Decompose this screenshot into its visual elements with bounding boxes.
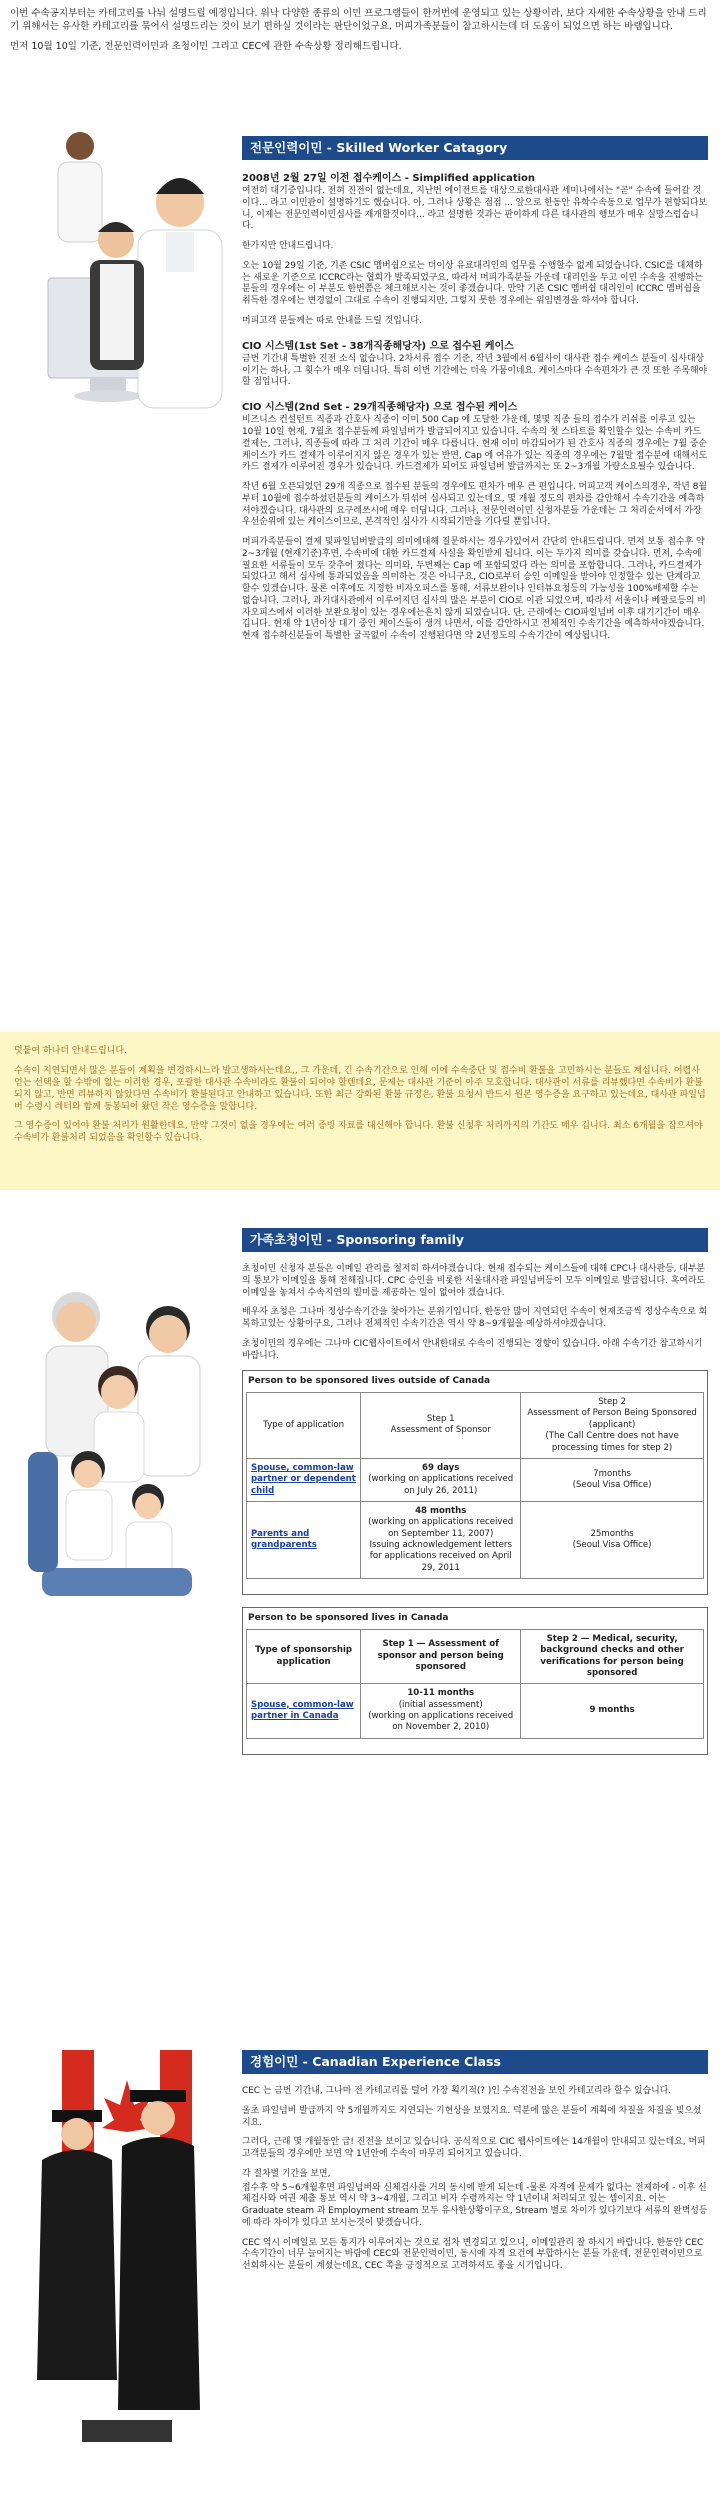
paragraph: CEC 는 금번 기간내, 그나마 전 카테고리를 털어 가장 획기적(? )인 수속진전을 보인 카테고리라 할수 있습니다. — [242, 2086, 672, 2096]
chef-photo — [40, 128, 230, 458]
paragraph: 오는 10월 29일 기준, 기존 CSIC 멤버쉽으로는 더이상 유료대리인의 업무를 수행할수 없게 되었습니다. CSIC를 대체하는 새로운 기준으로 ICCRC라는 협회가 발족되었구요, 따라서 머피가족분들 가운데 대리인을 두고 이민 수속을 진행하는 분들의 경우에는 이 부분도 한번쯤은 체크해보시는 것이 좋겠습니다. 만약 기존 CSIC 멤버쉽 대리인이 ICCRC 멤버쉽을 취득한 경우에는 변경없이 그대로 수속이 진행되지만, 그렇지 못한 경우에는 위임변경을 하셔야 합니다. — [242, 260, 703, 307]
table-cell — [521, 1458, 704, 1501]
cell-value: 69 days — [422, 1462, 460, 1473]
skilled-block — [242, 172, 708, 328]
cec-content — [242, 2050, 708, 2281]
cell-note: (Seoul Visa Office) — [572, 1539, 652, 1550]
cell-note: (working on applications received on November 2, 2010) — [368, 1710, 514, 1733]
cell-note: (working on applications received on July 26, 2011) — [368, 1474, 514, 1496]
skilled-block-title: CIO 시스템(1st Set - 38개직종해당자) 으로 접수된 케이스 — [242, 340, 514, 352]
intro-paragraph: 먼저 10월 10일 기준, 전문인력이민과 초청이민 그리고 CEC에 관한 수속상황 정리해드립니다. — [10, 41, 402, 53]
intro-paragraph: 이번 수속공지부터는 카테고리를 나눠 설명드릴 예정입니다. 워낙 다양한 종류의 이민 프로그램들이 한꺼번에 운영되고 있는 상황이라, 보다 자세한 수속상황을 안내 드리기 위해서는 유사한 카테고리를 묶어서 설명드리는 것이 보기 편하실 것이라는 판단이었구요, 머피가족분들이 참고하시는데 더 도움이 되었으면 하는 바램입니다. — [10, 8, 707, 32]
paragraph: 비즈니스 컨설턴트 직종과 간호사 직종이 이미 500 Cap 에 도달한 가운데, 몇몇 직종 들의 접수가 러쉬를 이루고 있는 10월 10일 현재, 7월초 접수분들께 파일넘버가 발급되어지고 있습니다. 수속의 첫 스타트를 확인할수 있는 수속비 카드결제는, 그러나, 직종들에 따라 그 처리 기간이 매우 다릅니다. 현재 이미 마감되어가 된 간호사 직종의 경우에는 7월 중순 케이스가 카드 결제가 이루어지지 않은 경우가 있는 반면, Cap 에 여유가 있는 직종의 경우에는 7월말 접수분에 대해서도 카드 결제가 이루어진 경우가 있습니다. 카드결제가 되어도 파일넘버 발급까지는 또 2~3개월 가량소요될수 있습니다. — [242, 415, 708, 473]
paragraph: 머피가족분들이 결제 및파일넘버발급의 의미에대해 질문하시는 경우가있어서 간단히 안내드립니다. 먼저 보통 접수후 약 2~3개월 (현재기준)후면, 수속비에 대한 카드결제 사실을 확인받게 됩니다. 이는 두가지 의미를 갖습니다. 먼저, 수속에 필요한 서류들이 모두 갖추어 졌다는 의미와, 두번째는 Cap 에 포함되었다 라는 의미를 포함합니다. 그러나, 카드결제가 되었다고 해서 심사에 통과되었음을 의미하는 것은 아니구요, CIO로부터 승인 이메일을 받아야 인정할수 있는 단계라고 할수 있겠습니다. 물론 이후에도 지정한 비자오피스를 통해, 서류보완이나 인터뷰요청등의 가능성을 100%배제할 수는 없습니다. 그러나, 과거대사관에서 이루어지던 심사의 많은 부분이 CIO로 이관 되었으며, 따라서 서울이나 베팔로등의 비자오피스에서 이러한 보완요청이 있는 경우에는흔치 않게 되었습니다. 단, 근래에는 CIO파일넘버 이후 대기기간이 매우 깁니다. 현재 약 1년이상 대기 중인 케이스들이 생겨 나면서, 이를 감안하시고 전체적인 수속기간을 예측하셔야겠습니다. 현재 접수하신분들이 특별한 굴곡없이 수속이 진행된다면 약 2년정도의 수속기간이 예상됩니다. — [242, 537, 706, 642]
family-photo — [18, 1268, 223, 1648]
table — [246, 1392, 704, 1579]
table-cell — [521, 1501, 704, 1578]
table-row — [247, 1684, 704, 1738]
table-header-row — [247, 1393, 704, 1459]
table-row — [247, 1458, 704, 1501]
skilled-block — [242, 340, 708, 389]
table-cell: 9 months — [521, 1684, 704, 1738]
header-step: Step 2 — [598, 1397, 626, 1408]
cell-value: 25months — [590, 1528, 634, 1539]
table-header-row — [247, 1629, 704, 1683]
skilled-header: 전문인력이민 - Skilled Worker Catagory — [242, 136, 708, 160]
table-cell — [361, 1458, 521, 1501]
paragraph: CEC 역시 이메일로 모든 통지가 이루어지는 것으로 점차 변경되고 있으니, 이메일관리 잘 하시기 바랍니다. 한동안 CEC 수속기간이 너무 늘어지는 바람에 CEC와 전문인력이민, 동시에 자격 요건에 부합하시는 분들 가운데, 전문인력이민으로 선회하시는 분들이 계셨는데요, CEC 쪽을 긍정적으로 고려하셔도 좋을 시기입니다. — [242, 2237, 704, 2271]
table-title: Person to be sponsored lives outside of Canada — [248, 1376, 491, 1387]
paragraph: 접수후 약 5~6개월후면 파일넘버와 신체검사를 거의 동시에 받게 되는데 -물론 자격에 문제가 없다는 전제하에 - 이후 신체검사와 여권 제출 통보 역시 약 3~4개월, 그리고 비자 수령까지는 약 1년이내 처리되고 있는 셈이지요. 이는 Graduate steam 과 Employment stream 모두 유사한상황이구요, Stream 별로 차이가 있다기보다 서류의 완벽성등에 따라 차이가 있다고 보시는것이 맞겠습니다. — [242, 2182, 708, 2228]
family-content — [242, 1228, 708, 1767]
paragraph: 초청이민 신청자 분들은 이메일 관리를 철저히 하셔야겠습니다. 현재 접수되는 케이스들에 대해 CPC나 대사관등, 대부분의 통보가 이메일을 통해 전해집니다. CPC 승인을 비롯한 서울대사관 파일넘버등이 모두 이메일로 발급됩니다. 혹여라도 이메일을 놓쳐서 수속지연의 빌미를 제공하는 일이 없어야 겠습니다. — [242, 1264, 706, 1298]
paragraph: 금번 기간내 특별한 진전 소식 없습니다. 2차서류 접수 기준, 작년 3월에서 6월사이 대사관 접수 케이스 분들이 심사대상이기는 하나, 그 횟수가 매우 더딥니다. 특히 이번 기간에는 더욱 가뭄이네요. 케이스마다 수속편차가 큰 것 또한 주목해야 할 점입니다. — [242, 353, 708, 388]
cell-value: 10-11 months — [407, 1688, 475, 1699]
cell-value: 48 months — [415, 1505, 467, 1516]
header-cell: Step 1 — Assessment of sponsor and person being sponsored — [361, 1629, 521, 1683]
header-step-desc: Assessment of Sponsor — [390, 1425, 491, 1436]
cell-note: (initial assessment) — [398, 1699, 483, 1710]
table-row — [247, 1501, 704, 1578]
table-cell — [361, 1684, 521, 1738]
paragraph: 여전히 대기중입니다. 전혀 진전이 없는데요, 지난번 에이전트를 대상으로한대사관 세미나에서는 "곧" 수속에 들어갈 것이다... 라고 이민관이 설명하기도 했습니다. 아, 그러나 상황은 점점 ... 앞으로 한동안 유학수속동으로 업무가 편향되다보니, 이제는 전문인력이민심사를 재개할것이다... 라고 설명한 것과는 판이하게 다른 대사관의 행보가 매우 실망스럽습니다. — [242, 186, 708, 232]
graduates-photo — [22, 2050, 222, 2470]
processing-table-outside — [242, 1370, 708, 1595]
header-cell — [361, 1393, 521, 1459]
skilled-block-title: 2008년 2월 27일 이전 접수케이스 - Simplified application — [242, 173, 536, 184]
paragraph: 머피고객 분들께는 따로 안내를 드릴 것입니다. — [242, 315, 422, 326]
skilled-section — [0, 128, 720, 1028]
skilled-block-title: CIO 시스템(2nd Set - 29개직종해당자) 으로 접수된 케이스 — [242, 402, 518, 414]
paragraph: 올초 파일넘버 발급까지 약 5개월까지도 지연되는 기현상을 보였지요. 덕분에 많은 분들이 계획에 차질을 차질을 빚으셨지요. — [242, 2105, 702, 2128]
header-cell — [521, 1393, 704, 1459]
table-title: Person to be sponsored lives in Canada — [248, 1612, 449, 1623]
family-block — [242, 1264, 708, 1362]
processing-table-inside — [242, 1607, 708, 1755]
cell-note: (working on applications received on September 11, 2007) — [368, 1517, 514, 1539]
cec-block — [242, 2086, 708, 2273]
paragraph: 각 절차별 기간을 보면, — [242, 2168, 331, 2179]
header-step: Step 1 — [426, 1414, 455, 1425]
paragraph: 배우자 초청은 그나마 정상수속기간을 찾아가는 분위기입니다. 한동안 많이 지연되던 수속이 현재조금씩 정상수속으로 회복하고있는 상황이구요, 그러나 전체적인 수속기간은 역시 약 8~9개월을 예상하셔야겠습니다. — [242, 1307, 708, 1329]
cec-section — [0, 2050, 720, 2490]
header-step-desc: Assessment of Person Being Sponsored (applicant) — [527, 1408, 697, 1430]
notice-paragraph: 덧붙여 하나더 안내드립니다. — [14, 1046, 127, 1056]
family-section — [0, 1228, 720, 2038]
cec-header: 경험이민 - Canadian Experience Class — [242, 2050, 708, 2074]
paragraph: 한가지만 안내드립니다. — [242, 241, 334, 252]
cell-note: (Seoul Visa Office) — [572, 1479, 652, 1490]
paragraph: 작년 6월 오픈되었던 29개 직종으로 접수된 분들의 경우에도 편차가 매우 큰 편입니다. 머피고객 케이스의경우, 작년 8월부터 10월에 접수하셨던분들의 케이스가 뒤섞여 심사되고 있는데요, 몇 개월 정도의 편차를 감안해서 수속기간을 예측하셔야겠습니다. 대사관의 요구레쓰시에 매우 더딥니다. 그러나, 전문인력이민 신청자분들 가운데는 그 처리순서에서 가장 우선순위에 있는 케이스이므로, 본격적인 심사가 시작되기만을 기다릴 뿐입니다. — [242, 482, 707, 528]
cell-value: 7months — [593, 1468, 632, 1479]
skilled-content — [242, 136, 708, 651]
notice-paragraph: 수속이 지연되면서 많은 분들이 계획을 변경하시느라 발고생하시는데요,, 그 가운데, 긴 수속기간으로 인해 이에 수속중단 및 접수비 환불을 고민하시는 분들도 계십니다. 어렵사 얻는 선택을 할 수밖에 없는 이러한 경우, 포괄한 대사관 수속비라도 환불이 되어야 할텐데요, 문제는 대사관 기준이 아주 모호합니다. 대사관이 서류를 리뷰했다면 수속비가 환불되지 않고, 반면 리뷰하지 않았다면 수속비가 환불된다고 안내하고 있습니다. 또한 최근 강화된 환불 규정은, 환불 요청시 반드시 원본 영수증을 요구하고 있는데요, 대사관 파일넘버 수령시 레터와 함께 동봉되어 왔던 작은 영수증을 말합니다. — [14, 1065, 706, 1112]
paragraph: 초청이민의 경우에는 그나마 CIC웹사이트에서 안내한대로 수속이 진행되는 경향이 있습니다. 아래 수속기간 참고하시기 바랍니다. — [242, 1338, 703, 1361]
table — [246, 1629, 704, 1739]
table-cell — [361, 1501, 521, 1578]
header-cell: Type of sponsorship application — [247, 1629, 361, 1683]
header-cell: Type of application — [247, 1393, 361, 1459]
header-step-note: (The Call Centre does not have processing times for step 2) — [545, 1431, 679, 1453]
header-cell: Step 2 — Medical, security, background checks and other verifications for person being sponsored — [521, 1629, 704, 1683]
notice-paragraph: 그 영수증이 있어야 환불 처리가 원활한데요, 만약 그것이 없을 경우에는 여러 증빙 자료를 대신해야 합니다. 환불 신청후 처리까지의 기간도 매우 깁니다. 최소 6개월을 잡으셔야 수속비가 환불처리 되었음을 확인할수 있습니다. — [14, 1121, 703, 1144]
family-header: 가족초청이민 - Sponsoring family — [242, 1228, 708, 1252]
parents-link[interactable]: Parents and grandparents — [247, 1501, 361, 1578]
refund-notice — [0, 1032, 720, 1190]
cell-note: Issuing acknowledgement letters for applications received on April 29, 2011 — [369, 1539, 512, 1573]
paragraph: 그러다, 근래 몇 개월동안 급! 진전을 보이고 있습니다. 공식적으로 CIC 웹사이트에는 14개월이 안내되고 있는데요, 머피고객분들의 경우에만 보면 약 1년안에 수속이 마무리 되어지고 있습니다. — [242, 2137, 706, 2159]
spouse-in-canada-link[interactable]: Spouse, common-law partner in Canada — [247, 1684, 361, 1738]
skilled-block — [242, 401, 708, 643]
spouse-link[interactable]: Spouse, common-law partner or dependent child — [247, 1458, 361, 1501]
intro — [10, 8, 710, 62]
